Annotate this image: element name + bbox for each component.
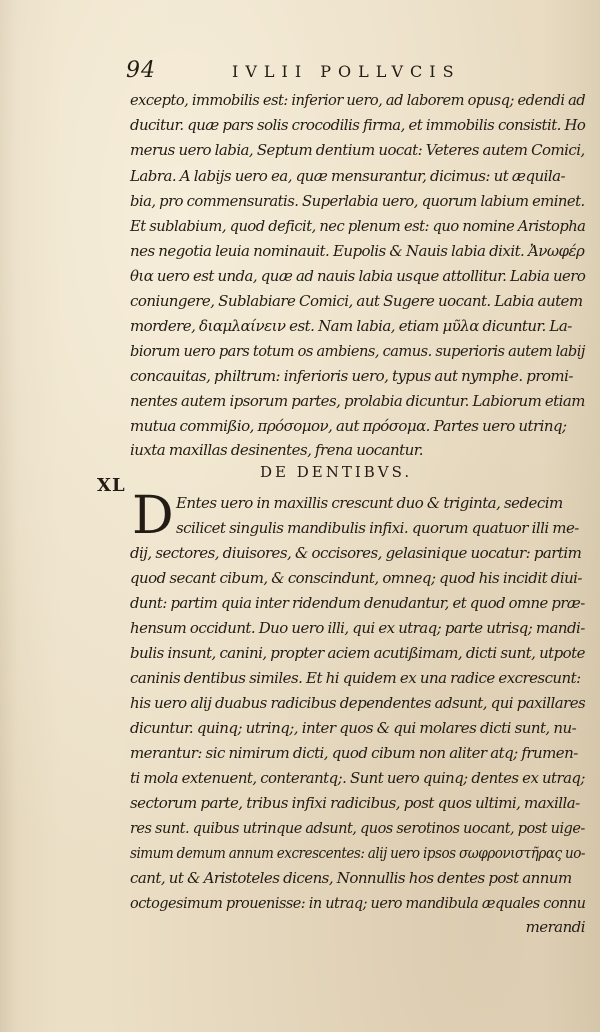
text-line: ti mola extenuent, conterantq;. Sunt uero quinq; dentes ex utraq;	[130, 769, 585, 787]
text-line: res sunt. quibus utrinque adsunt, quos serotinos uocant, post uige-	[130, 819, 585, 837]
text-line: octogesimum prouenisse: in utraq; uero mandibula æquales connu	[130, 894, 586, 912]
text-line: bia, pro commensuratis. Superlabia uero, quorum labium eminet.	[130, 192, 585, 210]
text-line: bulis insunt, canini, propter aciem acutißimam, dicti sunt, utpote	[130, 644, 585, 662]
text-line: nentes autem ipsorum partes, prolabia dicuntur. Labiorum etiam	[130, 392, 585, 410]
text-line: mutua commißio, πρόσομον, aut πρόσομα. Partes uero utrinq;	[130, 417, 567, 435]
text-line: concauitas, philtrum: inferioris uero, typus aut nymphe. promi-	[130, 367, 573, 385]
text-line: mordere, διαμλαίνειν est. Nam labia, etiam μῦλα dicuntur. La-	[130, 317, 572, 335]
section-heading: DE DENTIBVS.	[260, 463, 413, 481]
text-line: quod secant cibum, & conscindunt, omneq; quod his incidit diui-	[130, 569, 582, 587]
drop-cap-initial: D	[132, 486, 174, 546]
folio-number: 94	[126, 58, 156, 83]
text-line: his uero alij duabus radicibus dependentes adsunt, qui paxillares	[130, 694, 586, 712]
text-line: sectorum parte, tribus infixi radicibus, post quos ultimi, maxilla-	[130, 794, 580, 812]
text-line: caninis dentibus similes. Et hi quidem ex una radice excrescunt:	[130, 669, 581, 687]
page-header	[126, 58, 546, 88]
text-line: dicuntur. quinq; utrinq;, inter quos & qui molares dicti sunt, nu-	[130, 719, 577, 737]
text-line: Labra. A labijs uero ea, quæ mensurantur, dicimus: ut æquila-	[130, 167, 566, 185]
text-line: θια uero est unda, quæ ad nauis labia usque attollitur. Labia uero	[130, 267, 586, 285]
text-line: iuxta maxillas desinentes, frena uocantur.	[130, 441, 423, 459]
running-title: IVLII POLLVCIS	[232, 62, 461, 81]
text-line: merantur: sic nimirum dicti, quod cibum non aliter atq; frumen-	[130, 744, 578, 762]
text-line: hensum occidunt. Duo uero illi, qui ex utraq; parte utrisq; mandi-	[130, 619, 585, 637]
text-line: Entes uero in maxillis crescunt duo & triginta, sedecim	[176, 494, 563, 512]
text-line: scilicet singulis mandibulis infixi. quorum quatuor illi me-	[176, 519, 579, 537]
catchword: merandi	[525, 918, 585, 936]
text-line: nes negotia leuia nominauit. Eupolis & Nauis labia dixit. Ἀνωφέρ	[130, 242, 585, 260]
text-line: excepto, immobilis est: inferior uero, ad laborem opusq; edendi ad	[130, 91, 586, 109]
chapter-numeral: XL	[97, 475, 126, 496]
text-line: simum demum annum excrescentes: alij uero ipsos σωφρονιστῆρας uo-	[130, 844, 586, 862]
text-line: biorum uero pars totum os ambiens, camus. superioris autem labij	[130, 342, 585, 360]
text-line: cant, ut & Aristoteles dicens, Nonnullis hos dentes post annum	[130, 869, 572, 887]
text-line: Et sublabium, quod deficit, nec plenum est: quo nomine Aristopha	[130, 217, 586, 235]
text-line: ducitur. quæ pars solis crocodilis firma, et immobilis consistit. Ho	[130, 116, 586, 134]
text-line: dij, sectores, diuisores, & occisores, gelasinique uocatur: partim	[130, 544, 582, 562]
text-line: dunt: partim quia inter ridendum denudantur, et quod omne præ-	[130, 594, 585, 612]
text-line: coniungere, Sublabiare Comici, aut Sugere uocant. Labia autem	[130, 292, 583, 310]
text-line: merus uero labia, Septum dentium uocat: Veteres autem Comici,	[130, 141, 585, 159]
